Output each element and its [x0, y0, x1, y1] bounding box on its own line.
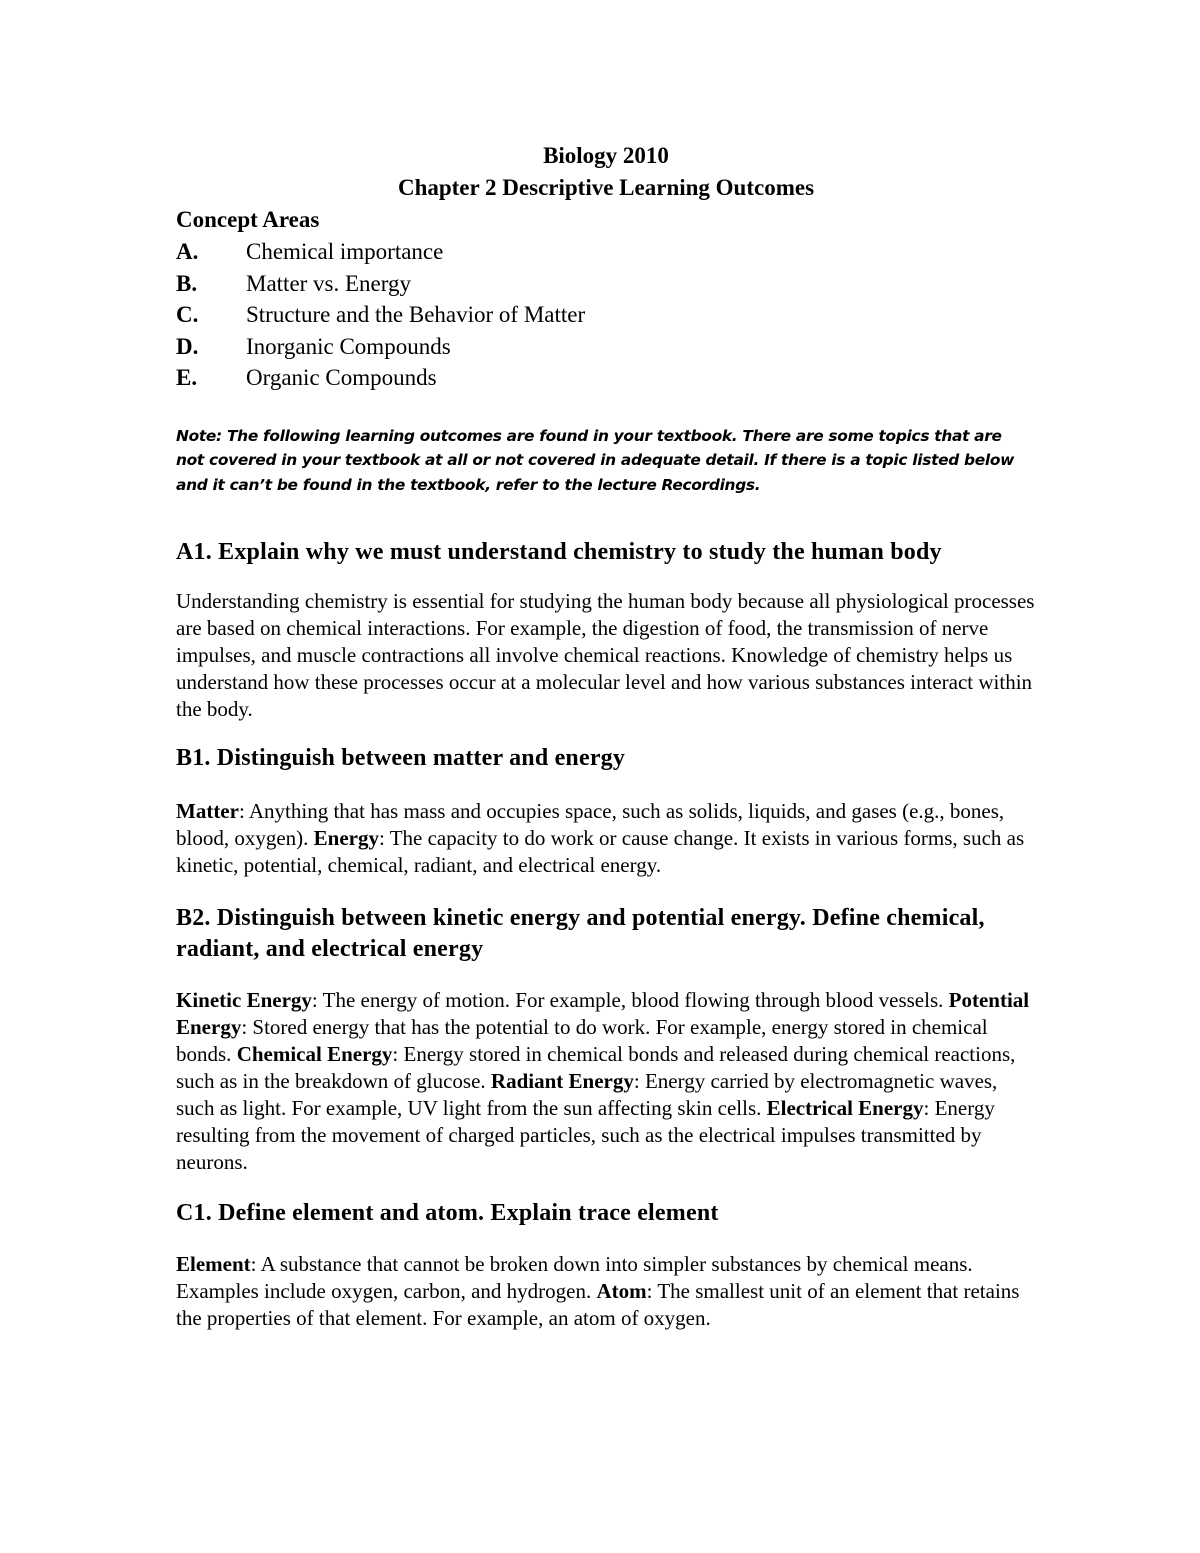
term-potential-energy: Potential Energy	[176, 988, 1030, 1039]
term-electrical-energy: Electrical Energy	[766, 1096, 924, 1120]
section-body: Understanding chemistry is essential for studying the human body because all physiological processes are based on chemical interactions. For example, the digestion of food, the transmission of nerve impulses, and muscle contractions all involve chemical reactions. Knowledge of chemistry helps us understand how these processes occur at a molecular level and how various substances interact within the body.	[176, 589, 1035, 721]
document-title: Biology 2010	[543, 143, 669, 168]
section-b2	[176, 903, 1036, 1176]
term-matter: Matter	[176, 799, 239, 823]
definition-element: : A substance that cannot be broken down into simpler substances by chemical means. Examples include oxygen, carbon, and hydrogen.	[176, 1252, 973, 1303]
document-subtitle: Chapter 2 Descriptive Learning Outcomes	[397, 175, 815, 200]
concept-item-d	[176, 331, 1036, 363]
definition-potential-energy: : Stored energy that has the potential to do work. For example, energy stored in chemical bonds.	[176, 1015, 988, 1066]
term-kinetic-energy: Kinetic Energy	[176, 988, 312, 1012]
definition-electrical-energy: : Energy resulting from the movement of charged particles, such as the electrical impulses transmitted by neurons.	[176, 1096, 995, 1174]
term-element: Element	[176, 1252, 251, 1276]
section-b1	[176, 743, 1036, 879]
concept-item-b	[176, 268, 1036, 300]
concept-label: Matter vs. Energy	[246, 270, 412, 296]
concept-letter: E.	[176, 365, 198, 390]
concept-label: Inorganic Compounds	[246, 333, 451, 359]
section-heading: B2. Distinguish between kinetic energy and potential energy. Define chemical, radiant, and electrical energy	[176, 905, 985, 962]
concept-letter: C.	[176, 302, 199, 327]
concept-label: Chemical importance	[246, 239, 444, 264]
textbook-note: Note: The following learning outcomes are found in your textbook. There are some topics that are not covered in your textbook at all or not covered in adequate detail. If there is a topic listed below and it can’t be found in the textbook, refer to the lecture Recordings.	[176, 426, 1015, 494]
term-chemical-energy: Chemical Energy	[236, 1042, 393, 1066]
section-body	[176, 1251, 1036, 1332]
section-heading: C1. Define element and atom. Explain trace element	[176, 1200, 719, 1226]
term-energy: Energy	[313, 826, 379, 850]
definition-radiant-energy: : Energy carried by electromagnetic waves, such as light. For example, UV light from the sun affecting skin cells.	[176, 1069, 998, 1120]
term-atom: Atom	[596, 1279, 647, 1303]
section-body	[176, 798, 1036, 879]
document-page	[176, 140, 1036, 1332]
section-body	[176, 987, 1036, 1176]
concept-item-e	[176, 362, 1036, 394]
concept-item-a	[176, 236, 1036, 268]
concept-letter: B.	[176, 270, 198, 296]
section-c1	[176, 1198, 1036, 1332]
concept-areas-list	[176, 236, 1036, 394]
concept-label: Organic Compounds	[246, 365, 437, 390]
term-radiant-energy: Radiant Energy	[490, 1069, 634, 1093]
section-heading: A1. Explain why we must understand chemistry to study the human body	[176, 539, 942, 565]
concept-areas-heading: Concept Areas	[176, 207, 320, 232]
concept-letter: A.	[176, 239, 199, 264]
definition-chemical-energy: : Energy stored in chemical bonds and released during chemical reactions, such as in the breakdown of glucose.	[176, 1042, 1016, 1093]
concept-label: Structure and the Behavior of Matter	[246, 302, 586, 327]
definition-matter: : Anything that has mass and occupies space, such as solids, liquids, and gases (e.g., bones, blood, oxygen).	[176, 799, 1005, 850]
section-heading: B1. Distinguish between matter and energy	[176, 745, 626, 771]
definition-energy: : The capacity to do work or cause change. It exists in various forms, such as kinetic, potential, chemical, radiant, and electrical energy.	[176, 826, 1025, 877]
definition-atom: : The smallest unit of an element that retains the properties of that element. For example, an atom of oxygen.	[176, 1279, 1020, 1330]
concept-item-c	[176, 299, 1036, 331]
concept-letter: D.	[176, 333, 199, 359]
definition-kinetic-energy: : The energy of motion. For example, blood flowing through blood vessels.	[311, 988, 949, 1012]
section-a1	[176, 537, 1036, 723]
